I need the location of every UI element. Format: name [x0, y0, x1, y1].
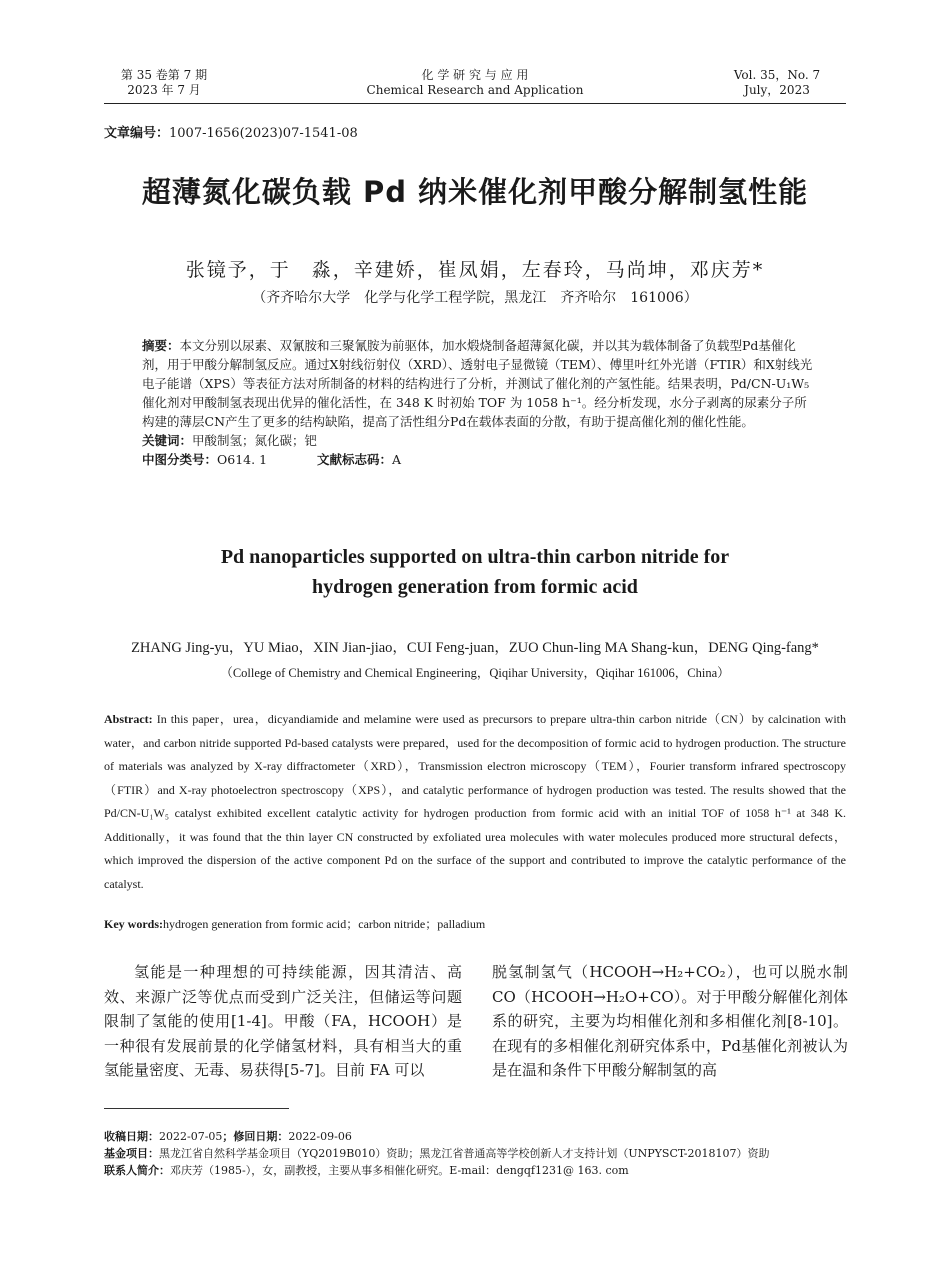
abstract-cn-text: 本文分别以尿素、双氰胺和三聚氰胺为前驱体，加水煅烧制备超薄氮化碳，并以其为载体制备了负载型Pd基催化剂，用于甲酸分解制氢反应。通过X射线衍射仪（XRD）、透射电子显微镜（TEM）、傅里叶红外光谱（FTIR）和X射线光电子能谱（XPS）等表征方法对所制备的材料的结构进行了分析，并测试了催化剂的产氢性能。结果表明，Pd/CN-U₁W₅ 催化剂对甲酸制氢表现出优异的催化活性，在 348 K 时初始 TOF 为 1058 h⁻¹。经分析发现，水分子剥离的尿素分子所构建的薄层CN产生了更多的结构缺陷，提高了活性组分Pd在载体表面的分散，有助于提高催化剂的催化性能。: [142, 338, 813, 429]
abstract-cn-label: 摘要：: [142, 338, 180, 353]
keywords-cn-text: 甲酸制氢；氮化碳；钯: [192, 433, 318, 448]
doc-code-value: A: [392, 452, 402, 467]
abstract-en-label: Abstract: [104, 712, 149, 726]
title-en: [60, 542, 890, 602]
clc-label: 中图分类号：: [142, 452, 218, 467]
title-en-line1: Pd nanoparticles supported on ultra-thin carbon nitride for: [220, 546, 730, 568]
journal-name: [300, 68, 650, 98]
fund-label: 基金项目：: [104, 1147, 159, 1160]
date-en: July，2023: [744, 83, 810, 97]
title-en-line2: hydrogen generation from formic acid: [312, 576, 638, 598]
keywords-en-text: hydrogen generation from formic acid；carbon nitride；palladium: [163, 917, 486, 931]
contact-text: 邓庆芳（1985-），女，副教授，主要从事多相催化研究。E-mail：dengqf1231@ 163. com: [170, 1164, 629, 1177]
contact-note: [104, 1162, 846, 1179]
journal-volume-en: [722, 68, 832, 98]
received-date: 2022-07-05: [159, 1130, 223, 1143]
journal-name-en: Chemical Research and Application: [366, 83, 584, 97]
abstract-en-text: In this paper，urea，dicyandiamide and melamine were used as precursors to prepare ultra-thin carbon nitride（CN）by calcination with water，and carbon nitride supported Pd-based catalysts were prepared，used for the decomposition of formic acid to hydrogen production. The structure of materials was analyzed by X-ray diffractometer（XRD），Transmission electron microscopy（TEM），Fourier transform infrared spectroscopy（FTIR）and X-ray photoelectron spectroscopy（XPS），and catalytic performance of hydrogen production was tested. The results showed that the Pd/CN-U₁W₅ catalyst exhibited excellent catalytic activity for hydrogen production from formic acid with an initial TOF of 1058 h⁻¹ at 348 K. Additionally，it was found that the thin layer CN constructed by exfoliated urea molecules with water molecules produced more structural defects，which improved the dispersion of the active component Pd on the surface of the support and contributed to improve the catalytic performance of the catalyst.: [104, 712, 847, 891]
keywords-en: Key words:hydrogen generation from formic acid；carbon nitride；palladium: [104, 917, 486, 931]
authors-cn: 张镜予，于 淼，辛建娇，崔凤娟，左春玲，马尚坤，邓庆芳*: [185, 259, 765, 281]
keywords-en-label: Key words: [104, 917, 159, 931]
abstract-cn: [142, 336, 818, 469]
body-column-right: 脱氢制氢气（HCOOH→H₂+CO₂），也可以脱水制CO（HCOOH→H₂O+CO）。对于甲酸分解催化剂体系的研究，主要为均相催化剂和多相催化剂[8-10]。在现有的多相催化剂研究体系中，Pd基催化剂被认为是在温和条件下甲酸分解制氢的高: [492, 963, 848, 1079]
article-id: [104, 122, 358, 141]
revised-label: ；修回日期：: [222, 1130, 289, 1143]
revised-date: 2022-09-06: [288, 1130, 352, 1143]
body-column-left: 氢能是一种理想的可持续能源，因其清洁、高效、来源广泛等优点而受到广泛关注，但储运等问题限制了氢能的使用[1-4]。甲酸（FA，HCOOH）是一种很有发展前景的化学储氢材料，具有相当大的重氢能量密度、无毒、易获得[5-7]。目前 FA 可以: [104, 963, 462, 1079]
keywords-cn: [142, 431, 818, 450]
affiliation-cn: （齐齐哈尔大学 化学与化学工程学院，黑龙江 齐齐哈尔 161006）: [252, 290, 698, 306]
clc-value: O614. 1: [217, 452, 268, 467]
footnote-rule: [104, 1108, 289, 1109]
authors-en: ZHANG Jing-yu，YU Miao，XIN Jian-jiao，CUI Feng-juan，ZUO Chun-ling MA Shang-kun，DENG Qing-fang*: [131, 640, 819, 656]
footnotes: [104, 1128, 846, 1179]
header-rule: [104, 103, 846, 104]
journal-volume-cn: [104, 68, 224, 98]
volume-issue-en: Vol. 35，No. 7: [733, 68, 821, 82]
fund-note: [104, 1145, 846, 1162]
abstract-en: Abstract: In this paper，urea，dicyandiamide and melamine were used as precursors to prepare ultra-thin carbon nitride（CN）by calcination with water，and carbon nitride supported Pd-based catalysts were prepared，used for the decomposition of formic acid to hydrogen production. The structure of materials was analyzed by X-ray diffractometer（XRD），Transmission electron microscopy（TEM），Fourier transform infrared spectroscopy（FTIR）and X-ray photoelectron spectroscopy（XPS），and catalytic performance of hydrogen production was tested. The results showed that the Pd/CN-U₁W₅ catalyst exhibited excellent catalytic activity for hydrogen production from formic acid with an initial TOF of 1058 h⁻¹ at 348 K. Additionally，it was found that the thin layer CN constructed by exfoliated urea molecules with water molecules produced more structural defects，which improved the dispersion of the active component Pd on the surface of the support and contributed to improve the catalytic performance of the catalyst.: [104, 712, 847, 891]
title-cn: 超薄氮化碳负载 Pd 纳米催化剂甲酸分解制氢性能: [141, 175, 809, 209]
date-cn: 2023 年 7 月: [127, 83, 201, 97]
journal-name-cn: 化 学 研 究 与 应 用: [421, 68, 529, 82]
article-id-value: 1007-1656(2023)07-1541-08: [169, 126, 358, 141]
volume-issue-cn: 第 35 卷第 7 期: [120, 68, 208, 82]
received-label: 收稿日期：: [104, 1130, 159, 1143]
keywords-cn-label: 关键词：: [142, 433, 193, 448]
contact-label: 联系人简介：: [104, 1164, 170, 1177]
doc-code-label: 文献标志码：: [317, 452, 393, 467]
classification: [142, 450, 818, 469]
affiliation-en: （College of Chemistry and Chemical Engineering，Qiqihar University，Qiqihar 161006，China）: [220, 666, 730, 680]
dates-note: [104, 1128, 846, 1145]
article-id-label: 文章编号：: [104, 126, 170, 141]
fund-text: 黑龙江省自然科学基金项目（YQ2019B010）资助；黑龙江省普通高等学校创新人才支持计划（UNPYSCT-2018107）资助: [159, 1147, 770, 1160]
